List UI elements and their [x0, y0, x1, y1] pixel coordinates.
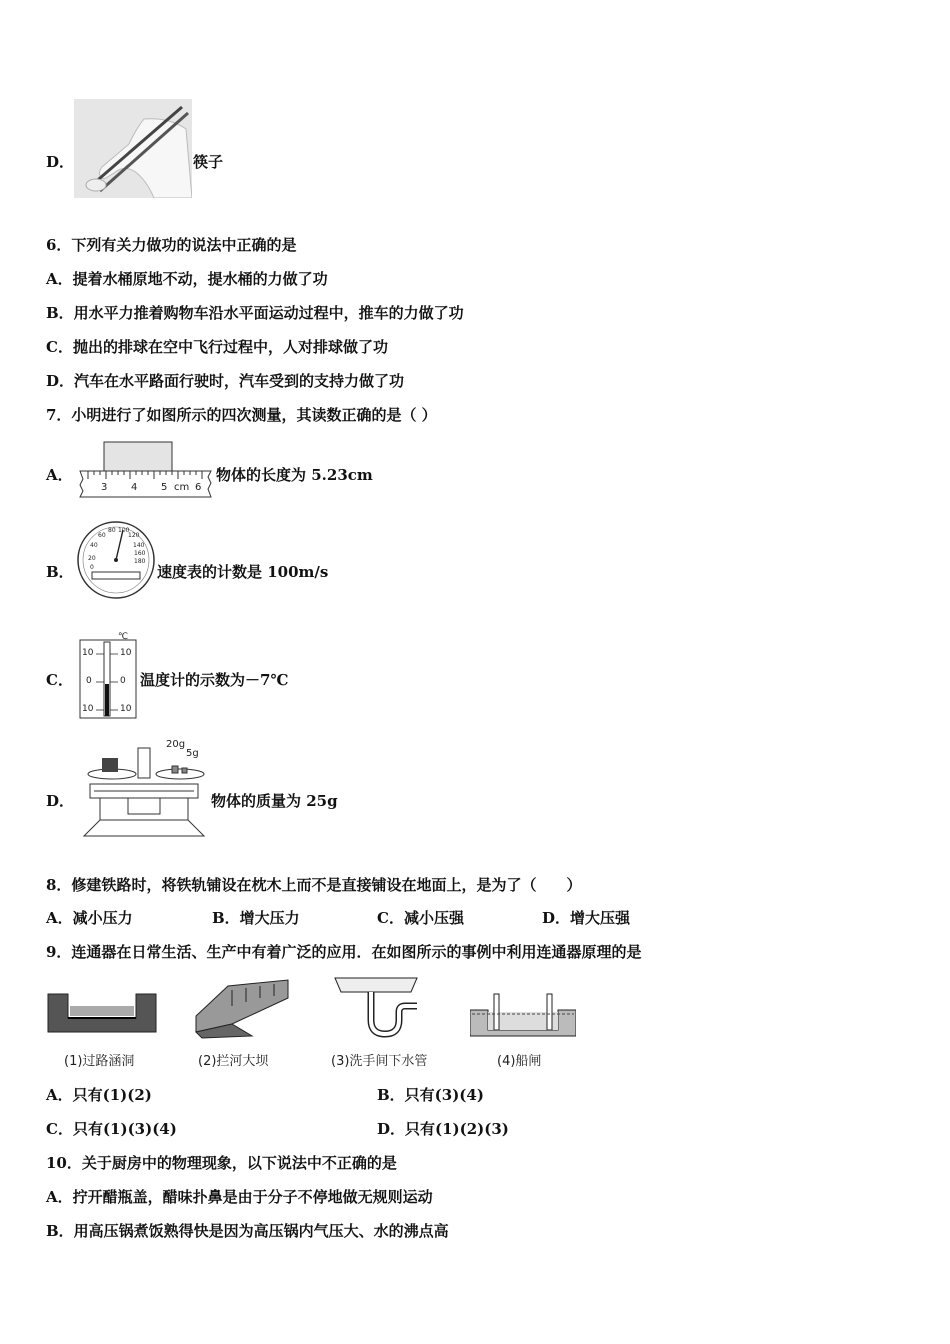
q9-option-b: B．只有(3)(4) [377, 1086, 484, 1104]
q6-stem: 6．下列有关力做功的说法中正确的是 [46, 236, 297, 254]
ruler-figure [78, 441, 213, 501]
balance-figure [80, 740, 208, 840]
q9-caption-2: (2)拦河大坝 [198, 1054, 269, 1069]
shiplock-figure [470, 990, 576, 1038]
speed-tick-80: 80 [108, 527, 116, 534]
culvert-figure [46, 988, 158, 1038]
q7-option-b-label: B． [46, 563, 74, 581]
q10-stem: 10．关于厨房中的物理现象，以下说法中不正确的是 [46, 1154, 397, 1172]
q8-option-b: B．增大压力 [212, 909, 300, 927]
ruler-tick-3: 3 [101, 482, 108, 493]
q9-option-d: D．只有(1)(2)(3) [377, 1120, 509, 1138]
speed-tick-0: 0 [90, 564, 94, 571]
q8-option-c: C．减小压强 [377, 909, 464, 927]
thermo-left-tick-3: 10 [82, 704, 94, 714]
q9-option-c: C．只有(1)(3)(4) [46, 1120, 177, 1138]
q9-option-a: A．只有(1)(2) [46, 1086, 152, 1104]
q7-stem: 7．小明进行了如图所示的四次测量，其读数正确的是（ ） [46, 406, 437, 424]
speed-tick-20: 20 [88, 555, 96, 562]
q7-option-c-text: 温度计的示数为－7℃ [140, 671, 289, 689]
speed-tick-60: 60 [98, 532, 106, 539]
thermo-left-tick-1: 10 [82, 648, 94, 658]
q6-option-d: D．汽车在水平路面行驶时，汽车受到的支持力做了功 [46, 372, 405, 390]
thermo-right-tick-2: 0 [120, 676, 126, 686]
speed-tick-180: 180 [134, 558, 146, 565]
dam-figure [192, 976, 292, 1040]
q10-option-b: B．用高压锅煮饭熟得快是因为高压锅内气压大、水的沸点高 [46, 1222, 449, 1240]
balance-weight-5g: 5g [186, 748, 199, 759]
q9-caption-4: (4)船闸 [497, 1054, 542, 1069]
q9-stem: 9．连通器在日常生活、生产中有着广泛的应用．在如图所示的事例中利用连通器原理的是 [46, 943, 642, 961]
thermo-right-tick-1: 10 [120, 648, 132, 658]
ruler-unit: cm [174, 482, 190, 493]
thermo-left-tick-2: 0 [86, 676, 92, 686]
thermo-unit: ℃ [118, 632, 129, 642]
q9-caption-3: (3)洗手间下水管 [331, 1054, 428, 1069]
balance-weight-20g: 20g [166, 739, 186, 750]
q10-option-a: A．拧开醋瓶盖，醋味扑鼻是由于分子不停地做无规则运动 [46, 1188, 433, 1206]
q7-option-d-label: D． [46, 792, 75, 810]
q7-option-c-label: C． [46, 671, 73, 689]
q7-option-a-label: A． [46, 466, 73, 484]
q8-option-d: D．增大压强 [542, 909, 631, 927]
q5-option-d-label: D． [46, 153, 75, 171]
speedometer-figure [76, 520, 156, 600]
speed-tick-100: 100 [118, 527, 130, 534]
q7-option-a-text: 物体的长度为 5.23cm [216, 466, 373, 484]
thermo-right-tick-3: 10 [120, 704, 132, 714]
q5-option-d-text: 筷子 [193, 153, 224, 171]
q6-option-c: C．抛出的排球在空中飞行过程中，人对排球做了功 [46, 338, 388, 356]
speed-tick-160: 160 [134, 550, 146, 557]
q8-option-a: A．减小压力 [46, 909, 133, 927]
q6-option-a: A．提着水桶原地不动，提水桶的力做了功 [46, 270, 328, 288]
speed-tick-40: 40 [90, 542, 98, 549]
thermometer-figure [78, 634, 138, 720]
q7-option-b-text: 速度表的计数是 100m/s [157, 563, 329, 581]
q7-option-d-text: 物体的质量为 25g [211, 792, 338, 810]
ruler-tick-4: 4 [131, 482, 138, 493]
speed-tick-140: 140 [133, 542, 145, 549]
ruler-tick-6: 6 [195, 482, 202, 493]
speed-tick-120: 120 [128, 532, 140, 539]
chopsticks-image [74, 99, 192, 198]
q6-option-b: B．用水平力推着购物车沿水平面运动过程中，推车的力做了功 [46, 304, 464, 322]
ruler-tick-5: 5 [161, 482, 168, 493]
drainpipe-figure [333, 976, 419, 1040]
q9-caption-1: (1)过路涵洞 [64, 1054, 135, 1069]
q8-stem: 8．修建铁路时，将铁轨铺设在枕木上而不是直接铺设在地面上，是为了（ ） [46, 876, 582, 894]
